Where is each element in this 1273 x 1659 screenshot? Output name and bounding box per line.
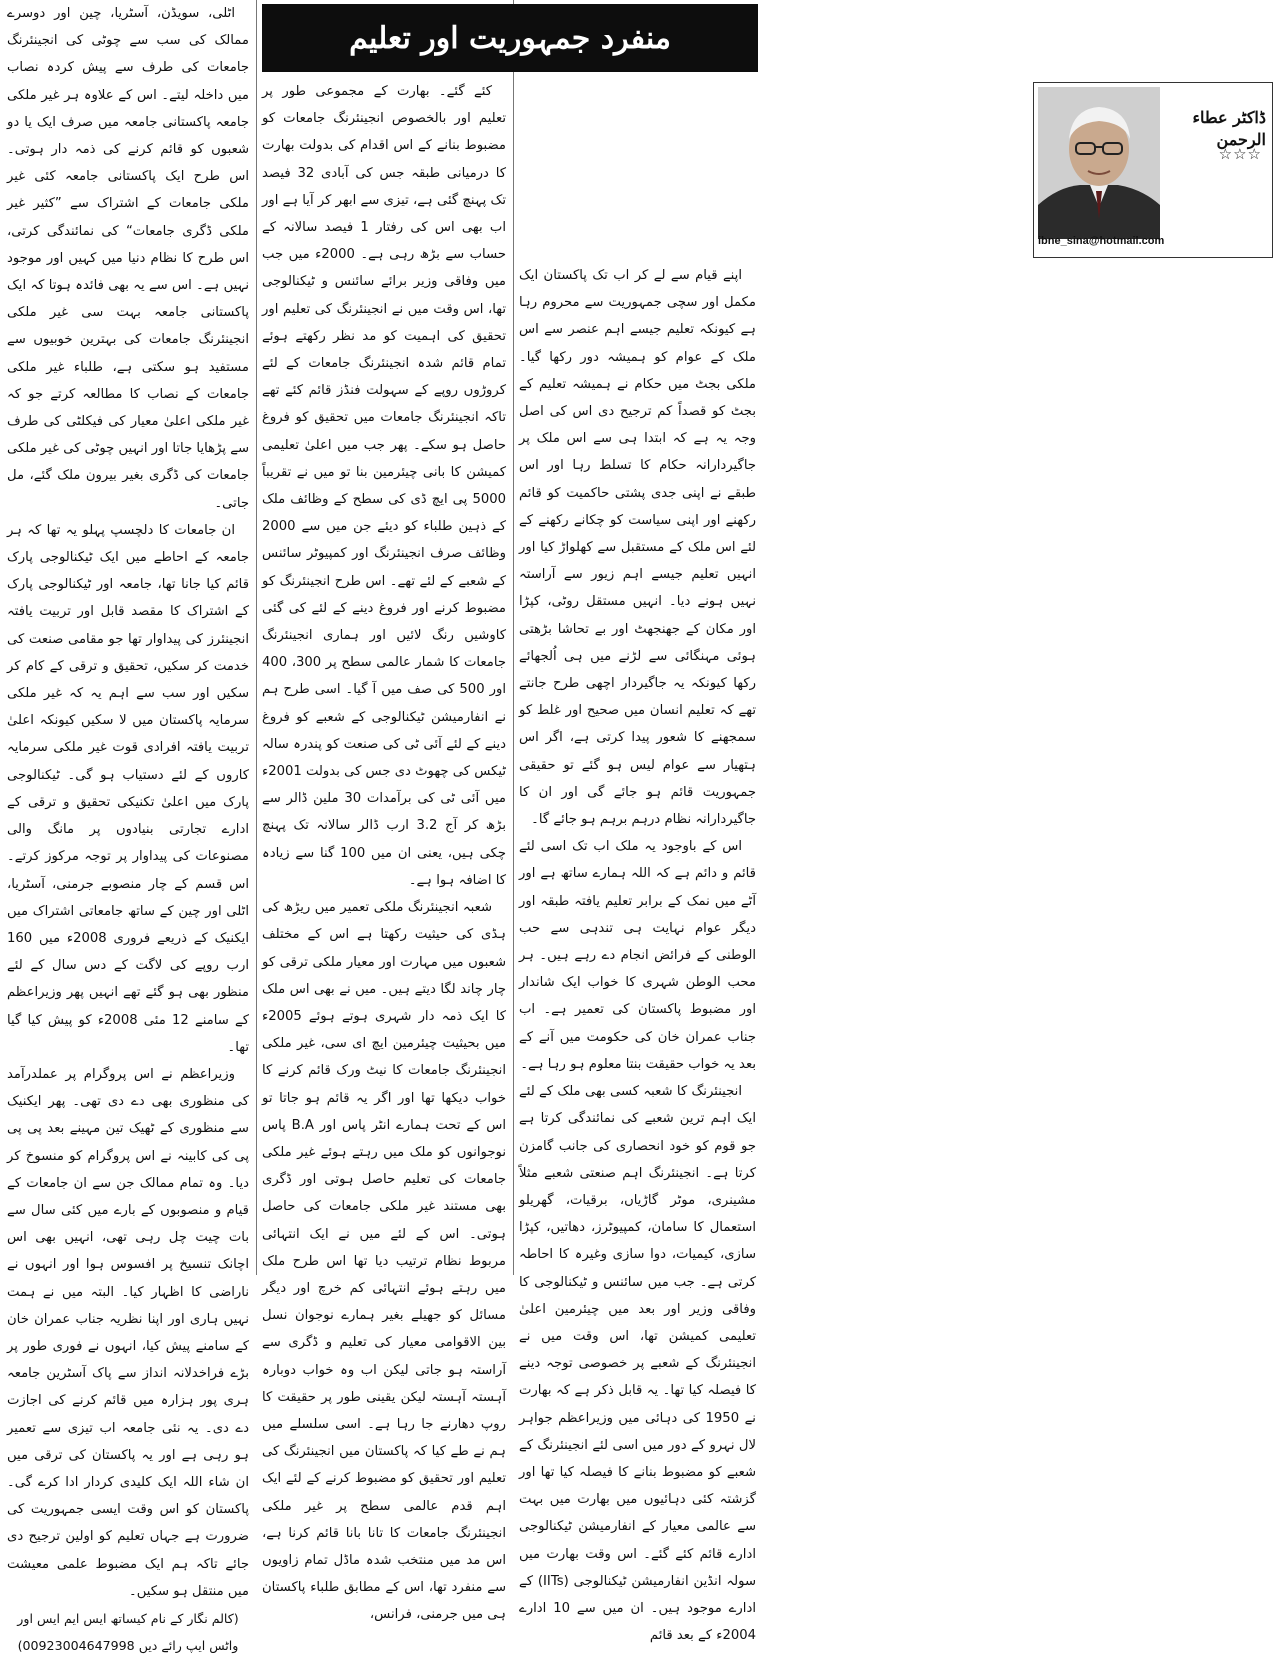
article-column-left: [3, 0, 253, 1654]
author-photo-image: [1038, 87, 1160, 239]
paragraph: وزیراعظم نے اس پروگرام پر عملدرآمد کی منظوری بھی دے دی تھی۔ پھر ایکنیک سے منظوری کے ٹھیک تین مہینے بعد پی پی پی کی کابینہ نے اس پروگرام کو منسوخ کر دیا۔ وہ تمام ممالک جن سے ان جامعات کے قیام و منصوبوں کے بارے میں کئی سال سے بات چیت چل رہی تھی، انہیں بھی اس اچانک تنسیخ پر افسوس ہوا اور انہوں نے ناراضی کا اظہار کیا۔ البتہ میں نے ہمت نہیں ہاری اور اپنا نظریہ جناب عمران خان کے سامنے پیش کیا، انہوں نے فوری طور پر بڑے فراخدلانہ انداز سے پاک آسٹرین جامعہ ہری پور ہزارہ میں قائم کرنے کی اجازت دے دی۔ یہ نئی جامعہ اب تیزی سے تعمیر ہو رہی ہے اور یہ پاکستان کی ترقی میں ان شاء اللہ ایک کلیدی کردار ادا کرے گی۔ پاکستان کو اس وقت ایسی جمہوریت کی ضرورت ہے جہاں تعلیم کو اولین ترجیح دی جائے تاکہ ہم ایک مضبوط علمی معیشت میں منتقل ہو سکیں۔: [7, 1066, 249, 1599]
article-title: منفرد جمہوریت اور تعلیم: [262, 4, 758, 72]
article-column-middle: [258, 0, 510, 1623]
author-name: ڈاکٹر عطاء الرحمن: [1192, 108, 1266, 149]
article-column-right: [515, 0, 1266, 1644]
right-column-text: [515, 262, 760, 1649]
columnist-contact-note: (کالم نگار کے نام کیساتھ ایس ایم ایس اور واٹس ایپ رائے دیں 00923004647998): [17, 1610, 239, 1654]
author-card: [1033, 82, 1273, 258]
paragraph: اپنے قیام سے لے کر اب تک پاکستان ایک مکمل اور سچی جمہوریت سے محروم رہا ہے کیونکہ تعلیم جیسے اہم عنصر سے اس ملک کے عوام کو ہمیشہ دور رکھا گیا۔ ملکی بجٹ میں حکام نے ہمیشہ تعلیم کے بجٹ کو قصداً کم ترجیح دی اس کی اصل وجہ یہ ہے کہ ابتدا ہی سے اس ملک پر جاگیردارانہ حکام کا تسلط رہا اور اس طبقے نے اپنی جدی پشتی حاکمیت کو قائم رکھنے اور اپنی سیاست کو چکانے رکھنے کے لئے اس ملک کے مستقبل سے کھلواڑ کیا اور انہیں تعلیم جیسے اہم زیور سے آراستہ نہیں ہونے دیا۔ انہیں مستقل روٹی، کپڑا اور مکان کے جھنجھٹ اور بے تحاشا بڑھتی ہوئی مہنگائی سے لڑنے میں ہی اُلجھائے رکھا کیونکہ یہ جاگیردار اچھی طرح جانتے تھے کہ تعلیم انسان میں صحیح اور غلط کو سمجھنے کا شعور پیدا کرتی ہے، اگر اس ہتھیار سے عوام لیس ہو گئے تو حقیقی جمہوریت قائم ہو جائے گی اور ان کا جاگیردارانہ نظام درہم برہم ہو جائے گا۔: [519, 268, 756, 828]
author-email: ibne_sina@hotmail.com: [1038, 234, 1165, 247]
middle-column-text: [258, 78, 510, 1629]
paragraph: انجینئرنگ کا شعبہ کسی بھی ملک کے لئے ایک اہم ترین شعبے کی نمائندگی کرتا ہے جو قوم کو خود انحصاری کی جانب گامزن کرتا ہے۔ انجینئرنگ اہم صنعتی شعبے مثلاً مشینری، موٹر گاڑیاں، برقیات، گھریلو استعمال کا سامان، کمپیوٹرز، دھاتیں، کپڑا سازی، کیمیات، دوا سازی وغیرہ کا احاطہ کرتی ہے۔ جب میں سائنس و ٹیکنالوجی کا وفاقی وزیر اور بعد میں چیئرمین اعلیٰ تعلیمی کمیشن تھا، اس وقت میں نے انجینئرنگ کے شعبے پر خصوصی توجہ دینے کا فیصلہ کیا تھا۔ یہ قابل ذکر ہے کہ بھارت نے 1950 کی دہائی میں وزیراعظم جواہر لال نہرو کے دور میں اسی لئے انجینئرنگ کے شعبے کو مضبوط بنانے کا فیصلہ کیا تھا اور گزشتہ کئی دہائیوں میں بھارت میں بہت سے عالمی معیار کے انفارمیشن ٹیکنالوجی ادارے قائم کئے گئے۔ اس وقت بھارت میں سولہ انڈین انفارمیشن ٹیکنالوجی (IITs) کے ادارے موجود ہیں۔ ان میں سے 10 ادارے 2004ء کے بعد قائم: [519, 1084, 756, 1644]
paragraph: اٹلی، سویڈن، آسٹریا، چین اور دوسرے ممالک کی سب سے چوٹی کی انجینئرنگ جامعات کی طرف سے پیش کردہ نصاب میں داخلہ لیتے۔ اس کے علاوہ ہر غیر ملکی جامعہ پاکستانی جامعہ میں صرف ایک یا دو شعبوں کو قائم کرنے کی ذمہ دار ہوتی۔ اس طرح ایک پاکستانی جامعہ کئی غیر ملکی جامعات کے اشتراک سے ”کثیر غیر ملکی ڈگری جامعات“ کی نمائندگی کرتی، اس طرح کا نظام دنیا میں کہیں اور موجود نہیں ہے۔ اس سے یہ بھی فائدہ ہوتا کہ ایک پاکستانی جامعہ بہت سی غیر ملکی انجینئرنگ جامعات کی بہترین خوبیوں سے مستفید ہو سکتی ہے، طلباء غیر ملکی جامعات کے نصاب کا مطالعہ کرتے جو کہ غیر ملکی اعلیٰ معیار کی فیکلٹی کی طرف سے پڑھایا جاتا اور انہیں چوٹی کی غیر ملکی جامعات کی ڈگری بغیر بیرون ملک گئے، مل جاتی۔: [6, 6, 249, 511]
paragraph: ان جامعات کا دلچسپ پہلو یہ تھا کہ ہر جامعہ کے احاطے میں ایک ٹیکنالوجی پارک قائم کیا جانا تھا، جامعہ اور ٹیکنالوجی پارک کے اشتراک کا مقصد قابل اور تربیت یافتہ انجینئرز کی پیداوار تھا جو مقامی صنعت کی خدمت کر سکیں، تحقیق و ترقی کے کام کر سکیں اور سب سے اہم یہ کہ غیر ملکی سرمایہ پاکستان میں لا سکیں کیونکہ اعلیٰ تربیت یافتہ افرادی قوت غیر ملکی سرمایہ کاروں کے لئے دستیاب ہو گی۔ ٹیکنالوجی پارک میں اعلیٰ تکنیکی تحقیق و ترقی کے ادارے تجارتی بنیادوں پر مانگ والی مصنوعات کی پیداوار پر توجہ مرکوز کرتے۔ اس قسم کے چار منصوبے جرمنی، آسٹریا، اٹلی اور چین کے ساتھ جامعاتی اشتراک میں ایکنیک کے ذریعے فروری 2008ء میں 160 ارب روپے کی لاگت کے دس سال کے لئے منظور بھی ہو گئے تھے انہیں پھر وزیراعظم کے سامنے 12 مئی 2008ء کو پیش کیا گیا تھا۔: [7, 522, 250, 1055]
paragraph: کئے گئے۔ بھارت کے مجموعی طور پر تعلیم اور بالخصوص انجینئرنگ جامعات کو مضبوط بنانے کے اس اقدام کی بدولت بھارت کا درمیانی طبقہ جس کی آبادی 32 فیصد تک پہنچ گئی ہے، تیزی سے ابھر کر آیا ہے اور اب بھی اس کی رفتار 1 فیصد سالانہ کے حساب سے بڑھ رہی ہے۔ 2000ء میں جب میں وفاقی وزیر برائے سائنس و ٹیکنالوجی تھا، اس وقت میں نے انجینئرنگ کی تعلیم اور تحقیق کی اہمیت کو مد نظر رکھتے ہوئے تمام قائم شدہ انجینئرنگ جامعات کے لئے کروڑوں روپے کے سہولت فنڈز قائم کئے تھے تاکہ انجینئرنگ جامعات میں تحقیق کو فروغ حاصل ہو سکے۔ پھر جب میں اعلیٰ تعلیمی کمیشن کا بانی چیئرمین بنا تو میں نے تقریباً 5000 پی ایچ ڈی کی سطح کے وظائف ملک کے ذہین طلباء کو دیئے جن میں سے 2000 وظائف صرف انجینئرنگ اور کمپیوٹر سائنس کے شعبے کے لئے تھے۔ اس طرح انجینئرنگ کو مضبوط کرنے اور فروغ دینے کے لئے کی گئی کاوشیں رنگ لائیں اور ہماری انجینئرنگ جامعات کا شمار عالمی سطح پر 300، 400 اور 500 کی صف میں آ گیا۔ اسی طرح ہم نے انفارمیشن ٹیکنالوجی کے شعبے کو فروغ دینے کے لئے آئی ٹی کی صنعت کو پندرہ سالہ ٹیکس کی چھوٹ دی جس کی بدولت 2001ء میں آئی ٹی کی برآمدات 30 ملین ڈالر سے بڑھ کر آج 3.2 ارب ڈالر سالانہ تک پہنچ چکی ہیں، یعنی ان میں 100 گنا سے زیادہ کا اضافہ ہوا ہے۔: [262, 84, 507, 888]
paragraph: شعبہ انجینئرنگ ملکی تعمیر میں ریڑھ کی ہڈی کی حیثیت رکھتا ہے اس کے مختلف شعبوں میں مہارت اور معیار ملکی ترقی کو چار چاند لگا دیتے ہیں۔ میں نے بھی اس ملک کا ایک ذمہ دار شہری ہوتے ہوئے 2005ء میں بحیثیت چیئرمین ایچ ای سی، غیر ملکی انجینئرنگ جامعات کا نیٹ ورک قائم کرنے کا خواب دیکھا تھا اور اگر یہ قائم ہو جاتا تو اس کے تحت ہمارے انٹر پاس اور B.A پاس نوجوانوں کو ملک میں رہتے ہوئے غیر ملکی جامعات کی تعلیم حاصل ہوتی اور ڈگری بھی مستند غیر ملکی جامعات کی حاصل ہوتی۔ اس کے لئے میں نے ایک انتہائی مربوط نظام ترتیب دیا تھا اس طرح ملک میں رہتے ہوئے انتہائی کم خرچ اور دیگر مسائل کو جھیلے بغیر ہمارے نوجوان نسل بین الاقوامی معیار کی تعلیم و ڈگری سے آراستہ ہو جاتی لیکن اب وہ خواب دوبارہ آہستہ آہستہ لیکن یقینی طور پر حقیقت کا روپ دھارنے جا رہا ہے۔ اسی سلسلے میں ہم نے طے کیا کہ پاکستان میں انجینئرنگ کی تعلیم اور تحقیق کو مضبوط کرنے کے لئے ایک اہم قدم عالمی سطح پر غیر ملکی انجینئرنگ جامعات کا تانا بانا قائم کرنا ہے، اس مد میں منتخب شدہ ماڈل تمام زاویوں سے منفرد تھا، اس کے مطابق طلباء پاکستان ہی میں جرمنی، فرانس،: [262, 900, 506, 1623]
paragraph: اس کے باوجود یہ ملک اب تک اسی لئے قائم و دائم ہے کہ اللہ ہمارے ساتھ ہے اور آٹے میں نمک کے برابر تعلیم یافتہ طبقہ اور دیگر عوام نہایت ہی تندہی سے حب الوطنی کے فرائض انجام دے رہے ہیں۔ ہر محب الوطن شہری کا خواب ایک شاندار اور مضبوط پاکستان کی تعمیر ہے۔ اب جناب عمران خان کی حکومت میں آنے کے بعد یہ خواب حقیقت بنتا معلوم ہو رہا ہے۔: [519, 839, 756, 1072]
author-photo: [1038, 87, 1160, 239]
star-rating-icon: ☆☆☆: [1218, 145, 1262, 163]
